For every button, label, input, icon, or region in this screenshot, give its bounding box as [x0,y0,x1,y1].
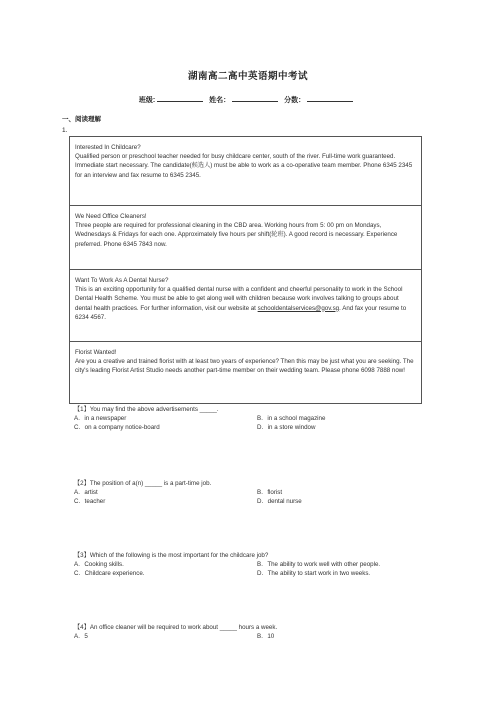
option-d[interactable]: D．dental nurse [257,498,302,505]
question-stem: 【2】The position of a(n) _____ is a part-time job. [74,480,212,487]
ad-title: Want To Work As A Dental Nurse? [75,277,169,284]
question-2 [74,479,417,506]
score-blank[interactable] [307,95,353,102]
option-a[interactable]: A．artist [74,489,98,496]
ad-email-link[interactable]: schooldentalservices@gov.sg [257,304,340,312]
option-a[interactable]: A．in a newspaper [74,415,127,422]
ad-dental-nurse [70,269,421,341]
ad-body: Three people are required for professional cleaning in the CBD area. Working hours from 5: 00 pm on Mondays, Wednesdays & Fridays for each one. Approximately five hours per shift(轮班). A good record is necessary. Experience preferred. Phone 6345 7843 now. [75,222,398,248]
advertisements-table [69,136,422,404]
question-4 [74,623,417,641]
question-stem: 【1】You may find the above advertisements _____. [74,406,219,413]
question-3 [74,551,417,578]
exam-title: 湖南高二高中英语期中考试 [187,71,308,82]
ad-body: Qualified person or preschool teacher needed for busy childcare center, south of the river. Full-time work guaranteed. Immediate start necessary. The candidate(候选人) must be able to work as a co-operative team member. Phone 6345 2345 for an interview and fax resume to 6345 2345. [75,153,413,179]
question-stem: 【4】An office cleaner will be required to work about _____ hours a week. [74,624,278,631]
option-c[interactable]: C．on a company notice-board [74,424,160,431]
option-a[interactable]: A．5 [74,633,88,640]
option-b[interactable]: B．The ability to work well with other people. [257,561,381,568]
option-b[interactable]: B．10 [257,633,275,640]
score-label: 分数： [284,97,306,104]
ad-body: This is an exciting opportunity for a qualified dental nurse with a confident and cheerful personality to work in the School Dental Health Scheme. You must be able to get along well with children because work involves talking to groups about dental health practices. For further information, visit our website at [75,286,403,312]
section-title: 一、阅读理解 [62,116,101,123]
class-label: 班级: [138,97,156,104]
class-blank[interactable] [157,95,203,102]
option-b[interactable]: B．florist [257,489,283,496]
ad-office-cleaners [70,205,421,269]
option-d[interactable]: D．in a store window [257,424,316,431]
question-1 [74,405,417,432]
ad-childcare [70,137,421,205]
option-d[interactable]: D．The ability to start work in two weeks. [257,570,371,577]
ad-body-end: . And fax your resume to 6234 4567. [75,304,407,321]
ad-title: We Need Office Cleaners! [75,213,147,220]
student-info-line [0,95,496,105]
ad-title: Florist Wanted! [75,349,117,356]
option-c[interactable]: C．teacher [74,498,106,505]
name-label: 姓名： [209,97,231,104]
option-c[interactable]: C．Childcare experience. [74,570,145,577]
question-number: 1. [62,127,68,134]
name-blank[interactable] [232,95,278,102]
ad-florist [70,341,421,403]
option-b[interactable]: B．in a school magazine [257,415,326,422]
option-a[interactable]: A．Cooking skills. [74,561,124,568]
question-stem: 【3】Which of the following is the most important for the childcare job? [74,552,269,559]
ad-title: Interested In Childcare? [75,144,141,151]
ad-body: Are you a creative and trained florist with at least two years of experience? Then this may be just what you are seeking. The city's leading Florist Artist Studio needs another part-time member on their wedding team. Please phone 6098 7888 now! [75,358,414,375]
